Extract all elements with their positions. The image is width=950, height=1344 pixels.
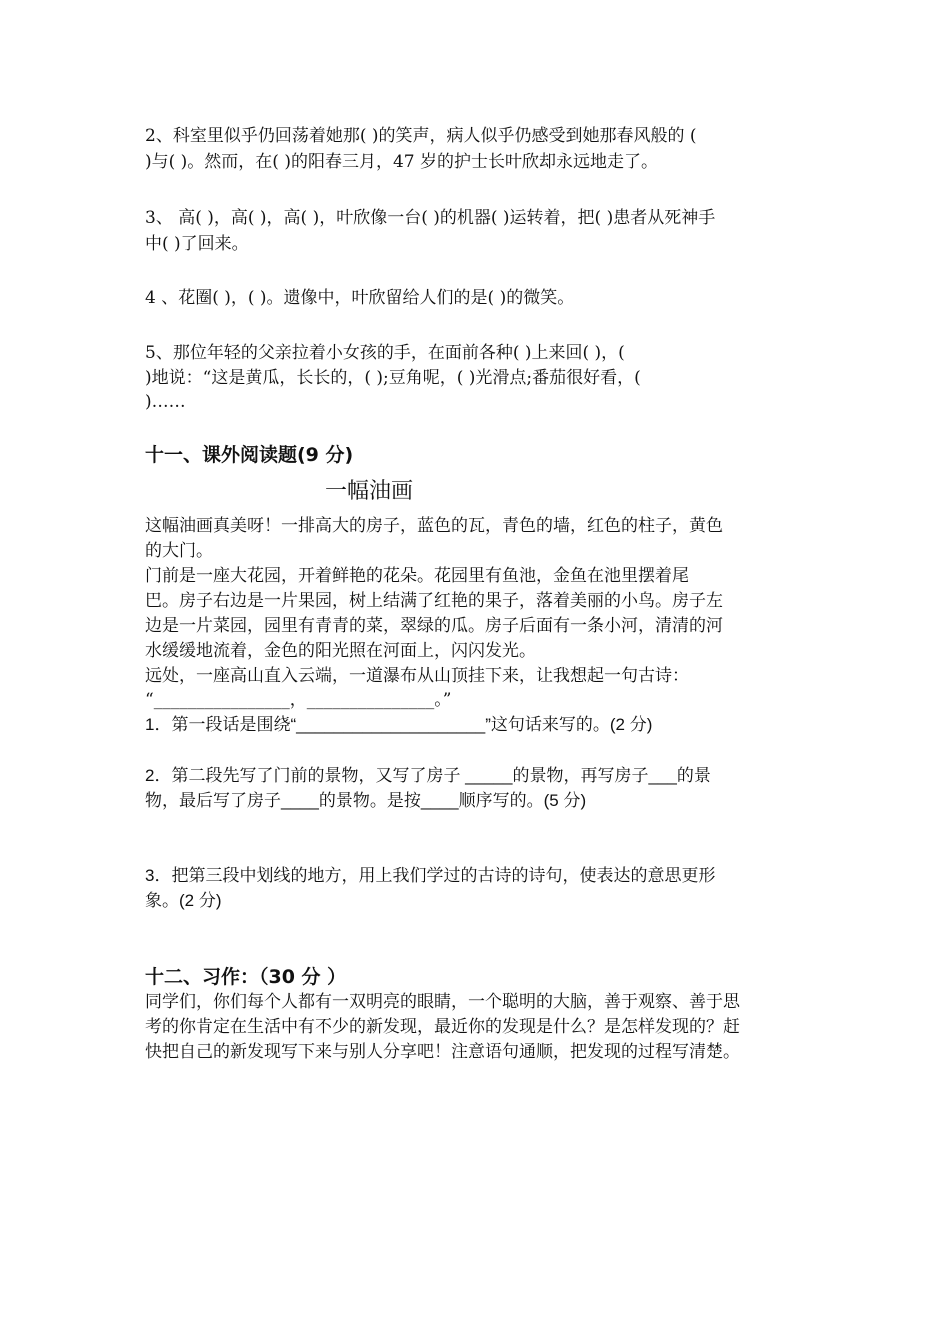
question-5-line-3: )……	[145, 392, 186, 412]
reading-question-3-line-1: 3．把第三段中划线的地方，用上我们学过的古诗的诗句，使表达的意思更形	[145, 866, 716, 885]
section-11-heading: 十一、课外阅读题(9 分)	[145, 444, 354, 466]
passage-paragraph-2-line-3: 边是一片菜园，园里有青青的菜，翠绿的瓜。房子后面有一条小河，清清的河	[145, 616, 723, 636]
question-3-line-1: 3、 高( )，高( )，高( )，叶欣像一台( )的机器( )运转着，把( )患者从死神手	[145, 208, 716, 228]
question-5-line-2: )地说：“这是黄瓜，长长的，( );豆角呢，( )光滑点;番茄很好看，(	[145, 368, 641, 388]
composition-line-3: 快把自己的新发现写下来与别人分享吧！注意语句通顺，把发现的过程写清楚。	[145, 1042, 740, 1062]
composition-line-2: 考的你肯定在生活中有不少的新发现，最近你的发现是什么？是怎样发现的？赶	[145, 1017, 740, 1037]
reading-question-3-line-2: 象。(2 分)	[145, 891, 222, 910]
passage-paragraph-1-line-2: 的大门。	[145, 541, 213, 561]
question-2-line-1: 2、科室里似乎仍回荡着她那( )的笑声，病人似乎仍感受到她那春风般的 (	[145, 126, 697, 146]
passage-paragraph-2-line-2: 巴。房子右边是一片果园，树上结满了红艳的果子，落着美丽的小鸟。房子左	[145, 591, 723, 611]
reading-question-2-line-2: 物，最后写了房子____的景物。是按____顺序写的。(5 分)	[145, 791, 587, 810]
passage-paragraph-2-line-4: 水缓缓地流着，金色的阳光照在河面上，闪闪发光。	[145, 641, 536, 661]
reading-question-1: 1．第一段话是围绕“____________________”这句话来写的。(2 分)	[145, 715, 653, 734]
question-2-line-2: )与( )。然而，在( )的阳春三月，47 岁的护士长叶欣却永远地走了。	[145, 152, 659, 172]
composition-line-1: 同学们，你们每个人都有一双明亮的眼睛，一个聪明的大脑，善于观察、善于思	[145, 992, 740, 1012]
passage-paragraph-3-line-2: “________________，_______________。”	[145, 690, 452, 710]
passage-paragraph-2-line-1: 门前是一座大花园，开着鲜艳的花朵。花园里有鱼池，金鱼在池里摆着尾	[145, 566, 689, 586]
reading-question-2-line-1: 2．第二段先写了门前的景物，又写了房子 _____的景物，再写房子___的景	[145, 766, 711, 785]
question-4-line-1: 4 、花圈( )，( )。遗像中，叶欣留给人们的是( )的微笑。	[145, 288, 575, 308]
passage-paragraph-3-line-1: 远处，一座高山直入云端，一道瀑布从山顶挂下来，让我想起一句古诗：	[145, 666, 689, 686]
section-12-heading: 十二、习作：（30 分 ）	[145, 966, 347, 988]
passage-title: 一幅油画	[325, 479, 414, 504]
passage-paragraph-1-line-1: 这幅油画真美呀！一排高大的房子，蓝色的瓦，青色的墙，红色的柱子，黄色	[145, 516, 723, 536]
question-5-line-1: 5、那位年轻的父亲拉着小女孩的手，在面前各种( )上来回( )，(	[145, 343, 625, 363]
question-3-line-2: 中( )了回来。	[145, 234, 249, 254]
